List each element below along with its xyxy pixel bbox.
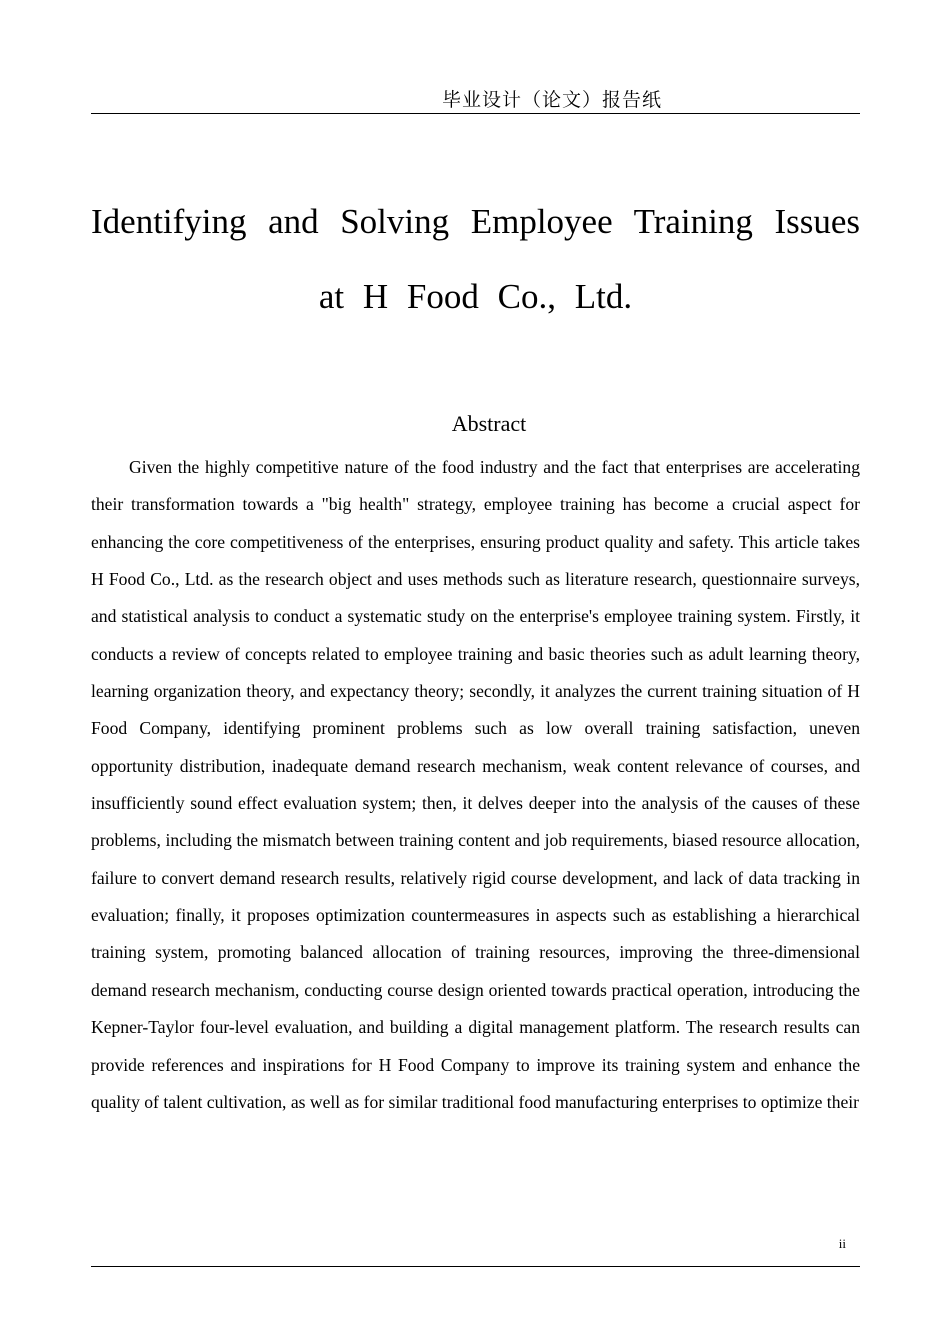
thesis-title (91, 184, 860, 334)
header-divider (91, 113, 860, 114)
page-number: ii (838, 1236, 846, 1251)
title-line-2: at H Food Co., Ltd. (318, 277, 633, 316)
abstract-body: Given the highly competitive nature of the food industry and the fact that enterprises are accelerating their transformation towards a "big health" strategy, employee training has become a crucial aspect for enhancing the core competitiveness of the enterprises, ensuring product quality and safety. This article takes H Food Co., Ltd. as the research object and uses methods such as literature research, questionnaire surveys, and statistical analysis to conduct a systematic study on the enterprise's employee training system. Firstly, it conducts a review of concepts related to employee training and basic theories such as adult learning theory, learning organization theory, and expectancy theory; secondly, it analyzes the current training situation of H Food Company, identifying prominent problems such as low overall training satisfaction, uneven opportunity distribution, inadequate demand research mechanism, weak content relevance of courses, and insufficiently sound effect evaluation system; then, it delves deeper into the analysis of the causes of these problems, including the mismatch between training content and job requirements, biased resource allocation, failure to convert demand research results, relatively rigid course development, and lack of data tracking in evaluation; finally, it proposes optimization countermeasures in aspects such as establishing a hierarchical training system, promoting balanced allocation of training resources, improving the three-dimensional demand research mechanism, conducting course design oriented towards practical operation, introducing the Kepner-Taylor four-level evaluation, and building a digital management platform. The research results can provide references and inspirations for H Food Company to improve its training system and enhance the quality of talent cultivation, as well as for similar traditional food manufacturing enterprises to optimize their (91, 457, 860, 1112)
title-line-1: Identifying and Solving Employee Training Issues (91, 202, 860, 241)
abstract-heading: Abstract (451, 411, 527, 436)
running-header: 毕业设计（论文）报告纸 (442, 89, 663, 111)
footer-divider (91, 1266, 860, 1267)
